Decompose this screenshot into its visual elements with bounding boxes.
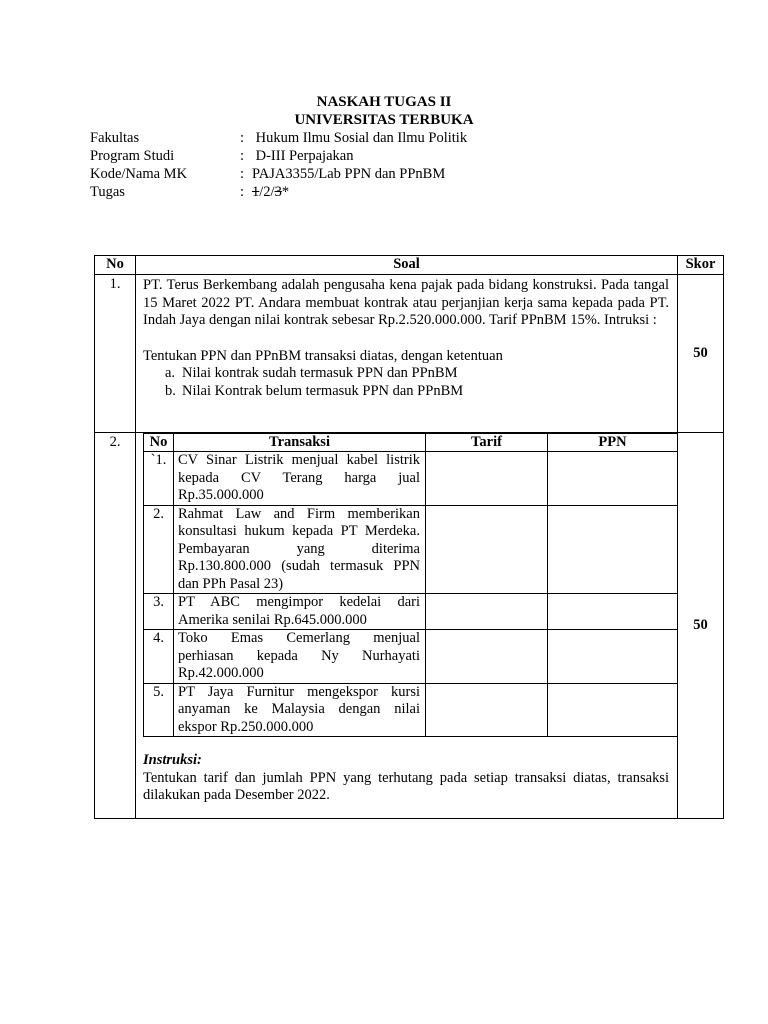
option-mark: a. xyxy=(165,365,176,381)
table-row xyxy=(144,594,678,630)
info-separator: : xyxy=(240,148,245,164)
assignment-table xyxy=(94,255,724,819)
question-1-instruction: Tentukan PPN dan PPnBM transaksi diatas, dengan ketentuan xyxy=(143,347,503,364)
row-tarif xyxy=(426,594,548,630)
row-transaction: CV Sinar Listrik menjual kabel listrik kepada CV Terang harga jual Rp.35.000.000 xyxy=(174,452,426,506)
row-transaction: Rahmat Law and Firm memberikan konsultasi hukum kepada PT Merdeka. Pembayaran yang diterima Rp.130.800.000 (sudah termasuk PPN dan PPh Pasal 23) xyxy=(174,505,426,594)
university-title: UNIVERSITAS TERBUKA xyxy=(294,112,474,128)
table-row xyxy=(144,505,678,594)
question-2-score: 50 xyxy=(678,433,724,819)
header-no: No xyxy=(144,434,174,452)
header-soal: Soal xyxy=(136,256,678,275)
row-number: 4. xyxy=(144,630,174,684)
question-number: 1. xyxy=(95,275,136,433)
question-2-instruction xyxy=(136,737,677,805)
table-row xyxy=(144,630,678,684)
question-1-text: PT. Terus Berkembang adalah pengusaha kena pajak pada bidang konstruksi. Pada tangal 15 Maret 2022 PT. Andara membuat kontrak atau perjanjian kerja sama kepada pada PT. Indah Jaya dengan nilai kontrak sebesar Rp.2.520.000.000. Tarif PPnBM 15%. Intruksi : xyxy=(143,277,669,328)
question-1-options xyxy=(143,365,669,400)
tugas-struck-3: 3 xyxy=(274,184,282,200)
table-header-row xyxy=(95,256,724,275)
instruction-heading: Instruksi: xyxy=(143,752,202,768)
info-label: Tugas xyxy=(90,184,125,200)
row-ppn xyxy=(548,683,678,737)
info-row-program-studi xyxy=(90,148,467,166)
row-number: `1. xyxy=(144,452,174,506)
row-transaction: PT ABC mengimpor kedelai dari Amerika senilai Rp.645.000.000 xyxy=(174,594,426,630)
row-tarif xyxy=(426,683,548,737)
row-transaction: Toko Emas Cemerlang menjual perhiasan kepada Ny Nurhayati Rp.42.000.000 xyxy=(174,630,426,684)
question-row-1 xyxy=(95,275,724,433)
option-text: Nilai kontrak sudah termasuk PPN dan PPnBM xyxy=(182,365,458,381)
question-number: 2. xyxy=(95,433,136,819)
row-number: 3. xyxy=(144,594,174,630)
course-info xyxy=(90,130,467,202)
transaction-table xyxy=(143,433,678,737)
row-ppn xyxy=(548,505,678,594)
header-skor: Skor xyxy=(678,256,724,275)
info-label: Fakultas xyxy=(90,130,140,146)
row-number: 5. xyxy=(144,683,174,737)
info-value: PAJA3355/Lab PPN dan PPnBM xyxy=(252,166,446,182)
table-row xyxy=(144,683,678,737)
header-tarif: Tarif xyxy=(426,434,548,452)
header-ppn: PPN xyxy=(548,434,678,452)
row-tarif xyxy=(426,505,548,594)
option-item xyxy=(165,383,669,401)
option-item xyxy=(165,365,669,383)
row-number: 2. xyxy=(144,505,174,594)
row-tarif xyxy=(426,452,548,506)
info-value: D-III Perpajakan xyxy=(252,148,354,164)
tugas-struck-1: 1 xyxy=(252,184,260,200)
option-text: Nilai Kontrak belum termasuk PPN dan PPnBM xyxy=(182,382,464,399)
row-transaction: PT Jaya Furnitur mengekspor kursi anyaman ke Malaysia dengan nilai ekspor Rp.250.000.000 xyxy=(174,683,426,737)
question-1-body xyxy=(136,275,678,433)
info-row-fakultas xyxy=(90,130,467,148)
info-value: Hukum Ilmu Sosial dan Ilmu Politik xyxy=(252,130,468,146)
info-separator: : xyxy=(240,184,245,200)
option-mark: b. xyxy=(165,382,176,399)
info-label: Kode/Nama MK xyxy=(90,166,188,182)
transaction-header-row xyxy=(144,434,678,452)
header-no: No xyxy=(95,256,136,275)
row-ppn xyxy=(548,630,678,684)
info-separator: : xyxy=(240,166,245,182)
row-ppn xyxy=(548,594,678,630)
info-label: Program Studi xyxy=(90,148,175,164)
tugas-asterisk: * xyxy=(281,184,290,200)
info-row-tugas xyxy=(90,184,467,202)
table-row xyxy=(144,452,678,506)
document-title: NASKAH TUGAS II xyxy=(316,94,452,110)
header-transaksi: Transaksi xyxy=(174,434,426,452)
info-row-kode-mk xyxy=(90,166,467,184)
row-ppn xyxy=(548,452,678,506)
tugas-mid: /2/ xyxy=(259,184,275,200)
info-separator: : xyxy=(240,130,245,146)
question-1-score: 50 xyxy=(678,275,724,433)
row-tarif xyxy=(426,630,548,684)
instruction-text: Tentukan tarif dan jumlah PPN yang terhutang pada setiap transaksi diatas, transaksi dilakukan pada Desember 2022. xyxy=(143,769,669,803)
question-row-2 xyxy=(95,433,724,819)
transaction-table-wrap xyxy=(136,433,677,737)
question-2-body xyxy=(136,433,678,819)
info-value xyxy=(252,184,289,200)
